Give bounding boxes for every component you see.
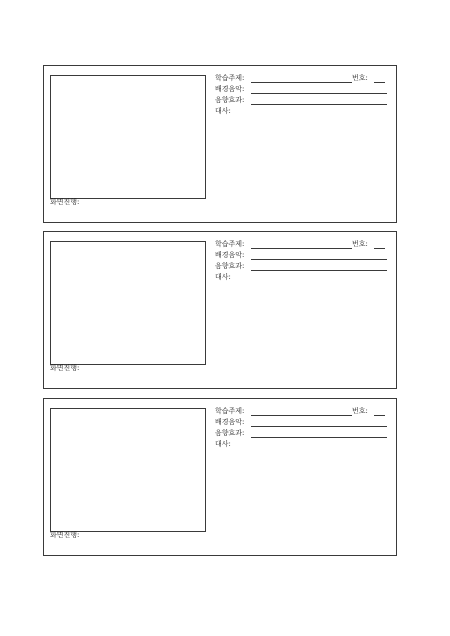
sfx-blank[interactable] bbox=[251, 437, 387, 438]
screen-sketch-box[interactable] bbox=[50, 241, 206, 365]
topic-row bbox=[215, 240, 393, 251]
bgm-row bbox=[215, 85, 393, 96]
bgm-label: 배경음악: bbox=[215, 418, 245, 426]
sfx-label: 음향효과: bbox=[215, 262, 245, 270]
dialogue-label: 대사: bbox=[215, 107, 231, 115]
sfx-label: 음향효과: bbox=[215, 429, 245, 437]
frame-fields bbox=[215, 407, 393, 451]
number-blank[interactable] bbox=[374, 415, 385, 416]
dialogue-row bbox=[215, 107, 393, 118]
bgm-label: 배경음악: bbox=[215, 251, 245, 259]
frame-fields bbox=[215, 74, 393, 118]
sfx-label: 음향효과: bbox=[215, 96, 245, 104]
screen-sketch-box[interactable] bbox=[50, 75, 206, 199]
number-label: 번호: bbox=[352, 74, 368, 82]
screen-progress-label: 화면진행: bbox=[50, 531, 80, 539]
dialogue-label: 대사: bbox=[215, 440, 231, 448]
bgm-blank[interactable] bbox=[251, 259, 387, 260]
screen-sketch-box[interactable] bbox=[50, 408, 206, 532]
screen-progress-label: 화면진행: bbox=[50, 364, 80, 372]
bgm-blank[interactable] bbox=[251, 426, 387, 427]
sfx-row bbox=[215, 96, 393, 107]
dialogue-label: 대사: bbox=[215, 273, 231, 281]
topic-blank[interactable] bbox=[251, 415, 352, 416]
bgm-row bbox=[215, 418, 393, 429]
topic-blank[interactable] bbox=[251, 82, 352, 83]
number-label: 번호: bbox=[352, 240, 368, 248]
storyboard-frame bbox=[43, 231, 397, 389]
bgm-label: 배경음악: bbox=[215, 85, 245, 93]
bgm-blank[interactable] bbox=[251, 93, 387, 94]
topic-label: 학습주제: bbox=[215, 240, 245, 248]
screen-progress-label: 화면진행: bbox=[50, 198, 80, 206]
topic-row bbox=[215, 407, 393, 418]
number-label: 번호: bbox=[352, 407, 368, 415]
storyboard-frame bbox=[43, 398, 397, 556]
number-blank[interactable] bbox=[374, 82, 385, 83]
frame-fields bbox=[215, 240, 393, 284]
number-blank[interactable] bbox=[374, 248, 385, 249]
dialogue-row bbox=[215, 440, 393, 451]
topic-label: 학습주제: bbox=[215, 74, 245, 82]
dialogue-row bbox=[215, 273, 393, 284]
sfx-row bbox=[215, 429, 393, 440]
sfx-blank[interactable] bbox=[251, 104, 387, 105]
topic-label: 학습주제: bbox=[215, 407, 245, 415]
sfx-blank[interactable] bbox=[251, 270, 387, 271]
bgm-row bbox=[215, 251, 393, 262]
topic-blank[interactable] bbox=[251, 248, 352, 249]
topic-row bbox=[215, 74, 393, 85]
storyboard-frame bbox=[43, 65, 397, 223]
sfx-row bbox=[215, 262, 393, 273]
